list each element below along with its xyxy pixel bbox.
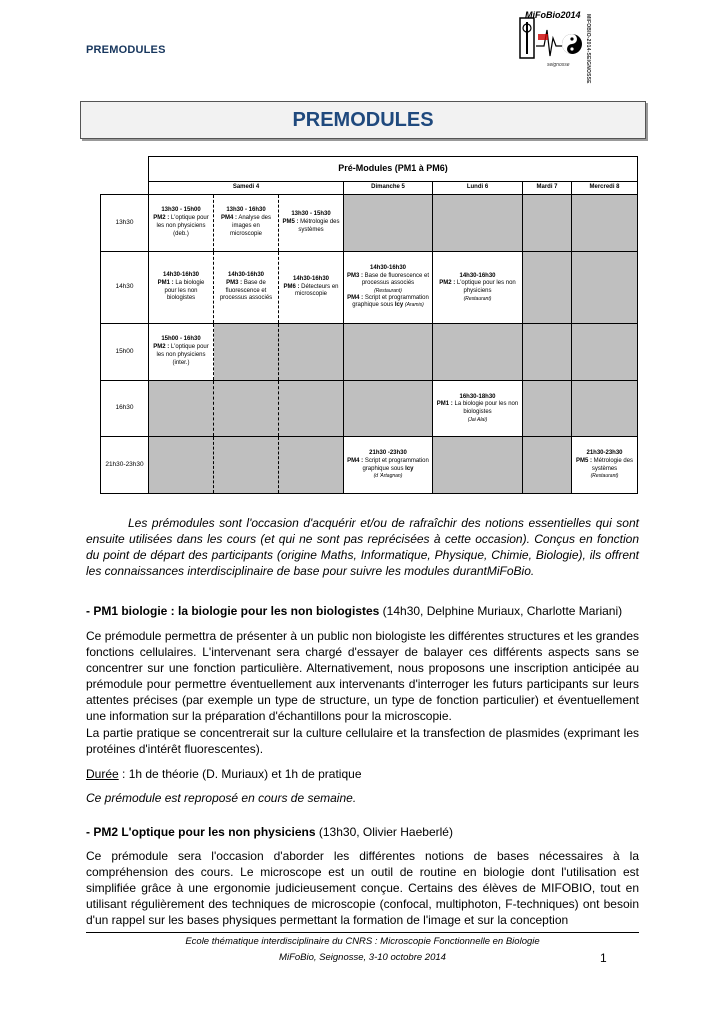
pm1-duration: Durée : 1h de théorie (D. Muriaux) et 1h de pratique (86, 767, 362, 781)
day-header: Mercredi 8 (572, 182, 638, 195)
empty-slot (279, 437, 344, 494)
empty-slot (523, 437, 572, 494)
intro-paragraph: Les prémodules sont l'occasion d'acquérir et/ou de rafraîchir des notions essentielles qui sont ensuite utilisées dans les cours (et qui ne sont pas reprécisées à cette occasion). Conçus en fonction du point de départ des participants (origine Maths, Informatique, Physique, Chimie, Biologie), ils offrent les connaissances interdisciplinaire de base pour suivre les modules durantMiFoBio. (86, 516, 639, 578)
schedule-cell: 14h30-16h30 PM3 : Base de fluorescence et processus associés (Restaurant) PM4 : Script et programmation graphique sous Icy (Aramis) (344, 252, 433, 324)
empty-slot (433, 437, 523, 494)
schedule-cell: 15h00 - 16h30 PM2 : L'optique pour les non physiciens (inter.) (149, 324, 214, 381)
empty-slot (149, 381, 214, 437)
footer-rule (86, 932, 639, 933)
time-label: 15h00 (101, 324, 149, 381)
empty-slot (344, 324, 433, 381)
empty-slot (344, 381, 433, 437)
pm1-note: Ce prémodule est reproposé en cours de semaine. (86, 791, 357, 805)
day-header: Mardi 7 (523, 182, 572, 195)
schedule-cell: 13h30 - 15h00 PM2 : L'optique pour les non physiciens (deb.) (149, 195, 214, 252)
footer-line-2: MiFoBio, Seignosse, 3-10 octobre 2014 (279, 952, 446, 963)
empty-slot (433, 324, 523, 381)
schedule-cell: 21h30-23h30 PM5 : Métrologie des systèmes (Restaurant) (572, 437, 638, 494)
logo-subtitle: seignosse (547, 62, 570, 68)
schedule-cell: 14h30-16h30 PM2 : L'optique pour les non physiciens (Restaurant) (433, 252, 523, 324)
empty-slot (572, 195, 638, 252)
empty-slot (523, 381, 572, 437)
pm1-practice: La partie pratique se concentrerait sur la culture cellulaire et la transfection de plasmides (exprimant les protéines d'intérêt fluorescentes). (86, 726, 639, 756)
pm1-heading: - PM1 biologie : la biologie pour les non biologistes (14h30, Delphine Muriaux, Charlotte Mariani) (86, 604, 623, 618)
table-row (101, 324, 638, 381)
time-label: 21h30-23h30 (101, 437, 149, 494)
empty-slot (523, 324, 572, 381)
schedule-cell: 14h30-16h30 PM3 : Base de fluorescence et processus associés (214, 252, 279, 324)
empty-slot (214, 381, 279, 437)
empty-slot (572, 324, 638, 381)
day-header: Dimanche 5 (344, 182, 433, 195)
schedule-cell: 14h30-16h30 PM1 : La biologie pour les non biologistes (149, 252, 214, 324)
pm2-heading: - PM2 L'optique pour les non physiciens (13h30, Olivier Haeberlé) (86, 825, 453, 839)
schedule-table (100, 156, 638, 494)
empty-slot (214, 437, 279, 494)
empty-slot (279, 381, 344, 437)
logo-side-text: MIFOBIO-2014-SEIGNOSSE (585, 14, 591, 84)
time-label: 14h30 (101, 252, 149, 324)
empty-slot (572, 252, 638, 324)
schedule-cell: 21h30 -23h30 PM4 : Script et programmation graphique sous Icy (d 'Artagnan) (344, 437, 433, 494)
schedule-cell: 13h30 - 15h30 PM5 : Métrologie des systèmes (279, 195, 344, 252)
empty-slot (214, 324, 279, 381)
title-box (80, 101, 646, 139)
pm1-body: Ce prémodule permettra de présenter à un public non biologiste les différentes structures et les grandes fonctions cellulaires. L'intervenant sera chargé d'essayer de balayer ces différents aspects sans se concentrer sur une fonction particulière. Alternativement, nous proposons une inscription anticipée au prémodule pour permettre éventuellement aux intervenants d'interroger les futurs participants sur leurs attentes précises (par exemple un type de structure, un type de fonction particulier) et éventuellement une information sur la préparation d'échantillons pour la microscopie. (86, 629, 639, 723)
logo-title: MiFoBio2014 (525, 10, 581, 20)
time-label: 13h30 (101, 195, 149, 252)
empty-slot (344, 195, 433, 252)
empty-slot (523, 195, 572, 252)
table-title: Pré-Modules (PM1 à PM6) (149, 157, 638, 182)
page-title: PREMODULES (292, 108, 434, 131)
table-row (101, 195, 638, 252)
day-header: Lundi 6 (433, 182, 523, 195)
empty-slot (433, 195, 523, 252)
page-number: 1 (600, 951, 607, 965)
schedule-cell: 16h30-18h30 PM1 : La biologie pour les non biologistes (Jai Alaï) (433, 381, 523, 437)
running-header: PREMODULES (86, 44, 166, 56)
table-row (101, 381, 638, 437)
table-row (101, 437, 638, 494)
empty-slot (279, 324, 344, 381)
day-header: Samedi 4 (149, 182, 344, 195)
table-row (101, 252, 638, 324)
empty-slot (523, 252, 572, 324)
empty-slot (572, 381, 638, 437)
footer-line-1: Ecole thématique interdisciplinaire du CNRS : Microscopie Fonctionnelle en Biologie (185, 936, 540, 947)
empty-slot (149, 437, 214, 494)
time-label: 16h30 (101, 381, 149, 437)
schedule-cell: 13h30 - 16h30 PM4 : Analyse des images en microscopie (214, 195, 279, 252)
schedule-cell: 14h30-16h30 PM6 : Détecteurs en microscopie (279, 252, 344, 324)
pm2-body: Ce prémodule sera l'occasion d'aborder les différentes notions de bases nécessaires à la compréhension des cours. Le microscope est un outil de routine en biologie dont l'utilisation est simplifiée grâce à une ergonomie judicieusement conçue. Certains des élèves de MIFOBIO, tout en utilisant régulièrement des techniques de microscopie (confocal, multiphoton, F-techniques) ont besoin d'un rappel sur les bases physiques permettant la formation de l'image et sur la conception (86, 849, 639, 927)
